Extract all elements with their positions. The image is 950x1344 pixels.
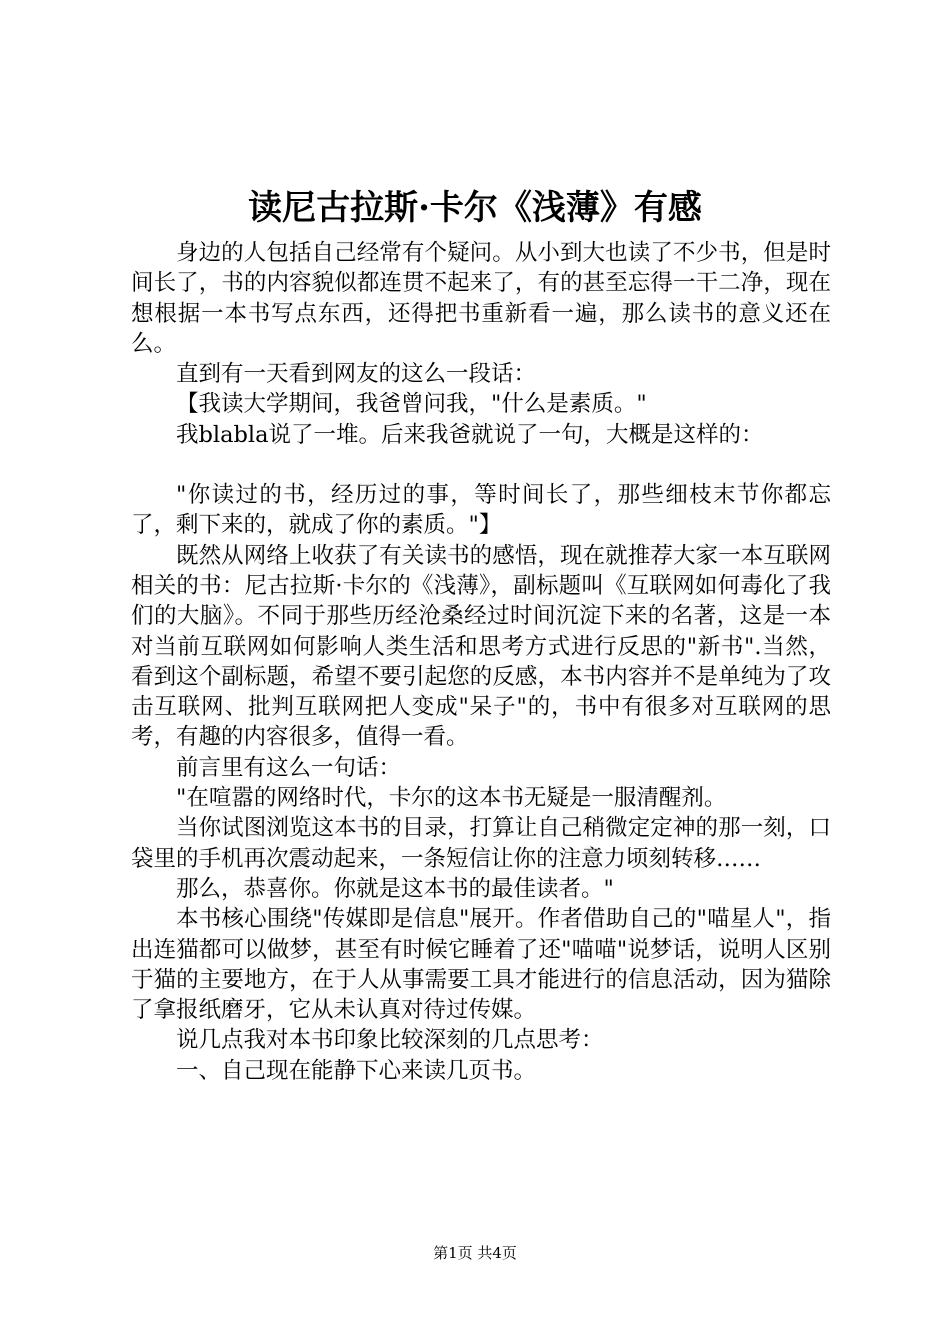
- paragraph: 我blabla说了一堆。后来我爸就说了一句，大概是这样的：: [176, 421, 764, 448]
- paragraph: 前言里有这么一句话：: [176, 754, 402, 781]
- paragraph: 说几点我对本书印象比较深刻的几点思考：: [176, 1027, 604, 1054]
- paragraph: 本书核心围绕"传媒即是信息"展开。作者借助自己的"喵星人"，指出连猫都可以做梦，甚至有时候它睡着了还"喵喵"说梦话，说明人区别于猫的主要地方，在于人从事需要工具才能进行的信息活动，因为猫除了拿报纸磨牙，它从未认真对待过传媒。: [131, 906, 831, 1024]
- paragraph: "你读过的书，经历过的事，等时间长了，那些细枝末节你都忘了，剩下来的，就成了你的素质。"】: [131, 482, 831, 539]
- paragraph: 那么，恭喜你。你就是这本书的最佳读者。": [176, 875, 614, 902]
- paragraph: 身边的人包括自己经常有个疑问。从小到大也读了不少书，但是时间长了，书的内容貌似都连贯不起来了，有的甚至忘得一干二净，现在想根据一本书写点东西，还得把书重新看一遍，那么读书的意义还在么。: [131, 240, 831, 357]
- paragraph: 一、自己现在能静下心来读几页书。: [176, 1057, 537, 1084]
- paragraph: 【我读大学期间，我爸曾问我，"什么是素质。": [176, 391, 647, 418]
- page-footer: 第1页 共4页: [433, 1244, 517, 1262]
- page-title: 读尼古拉斯·卡尔《浅薄》有感: [248, 188, 702, 228]
- document-body: [131, 238, 831, 1086]
- paragraph: 当你试图浏览这本书的目录，打算让自己稍微定定神的那一刻，口袋里的手机再次震动起来，一条短信让你的注意力顷刻转移……: [131, 815, 831, 872]
- paragraph: "在喧嚣的网络时代，卡尔的这本书无疑是一服清醒剂。: [176, 785, 727, 812]
- paragraph: 既然从网络上收获了有关读书的感悟，现在就推荐大家一本互联网相关的书：尼古拉斯·卡尔的《浅薄》，副标题叫《互联网如何毒化了我们的大脑》。不同于那些历经沧桑经过时间沉淀下来的名著，这是一本对当前互联网如何影响人类生活和思考方式进行反思的"新书".当然，看到这个副标题，希望不要引起您的反感，本书内容并不是单纯为了攻击互联网、批判互联网把人变成"呆子"的，书中有很多对互联网的思考，有趣的内容很多，值得一看。: [131, 542, 831, 751]
- paragraph: 直到有一天看到网友的这么一段话：: [176, 361, 537, 388]
